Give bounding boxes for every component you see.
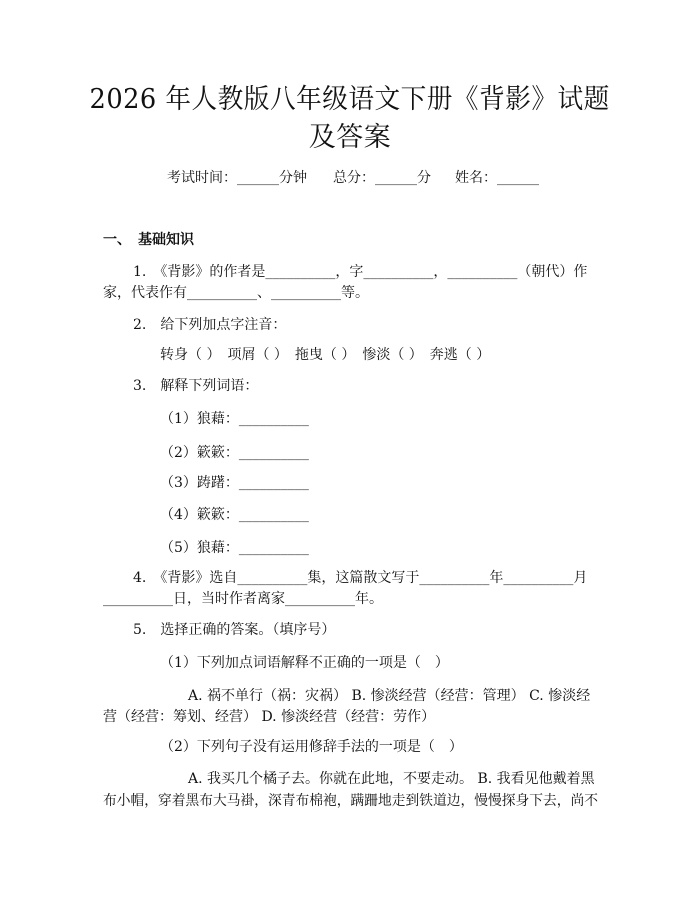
question-1-line-1: 1. 《背影》的作者是__________，字__________，__________（朝代）作	[133, 264, 588, 280]
question-5-sub-1-prompt: （1）下列加点词语解释不正确的一项是（ ）	[160, 655, 449, 671]
question-3-item: （2）簌簌：__________	[160, 445, 309, 461]
page-title-line-1: 2026 年人教版八年级语文下册《背影》试题	[89, 84, 611, 115]
question-2-prompt: 2. 给下列加点字注音：	[133, 317, 287, 333]
page-title-line-2: 及答案	[308, 122, 392, 153]
question-3-item: （1）狼藉：__________	[160, 411, 309, 427]
question-3-item: （3）踌躇：__________	[160, 475, 309, 491]
question-5-sub-2-options-line-2: 布小帽，穿着黑布大马褂，深青布棉袍，蹒跚地走到铁道边，慢慢探身下去，尚不	[103, 793, 598, 809]
question-3-prompt: 3. 解释下列词语：	[133, 378, 259, 394]
total-score-field: 总分：______分	[333, 170, 431, 186]
question-5-sub-1-options-line-1: A. 祸不单行（祸：灾祸） B. 惨淡经营（经营：管理） C. 惨淡经	[188, 688, 591, 704]
question-3-item: （5）狼藉：__________	[160, 540, 309, 556]
exam-time-field: 考试时间：______分钟	[167, 170, 307, 186]
question-4-line-2: __________日，当时作者离家__________年。	[103, 591, 383, 607]
question-1-line-2: 家，代表作有__________、__________等。	[103, 285, 369, 301]
student-name-field: 姓名：______	[455, 170, 539, 186]
question-5-sub-2-prompt: （2）下列句子没有运用修辞手法的一项是（ ）	[160, 739, 463, 755]
question-4-line-1: 4. 《背影》选自__________集，这篇散文写于__________年__________月	[133, 570, 588, 586]
question-5-sub-2-options-line-1: A. 我买几个橘子去。你就在此地，不要走动。 B. 我看见他戴着黑	[188, 771, 595, 787]
question-2-items: 转身（ ） 项屑（ ） 拖曳（ ） 惨淡（ ） 奔逃（ ）	[160, 347, 491, 363]
question-3-item: （4）簌簌：__________	[160, 507, 309, 523]
question-5-sub-1-options-line-2: 营（经营：筹划、经营） D. 惨淡经营（经营：劳作）	[103, 709, 436, 725]
section-heading-basic-knowledge: 一、 基础知识	[103, 232, 194, 248]
question-5-prompt: 5. 选择正确的答案。（填序号）	[133, 622, 336, 638]
